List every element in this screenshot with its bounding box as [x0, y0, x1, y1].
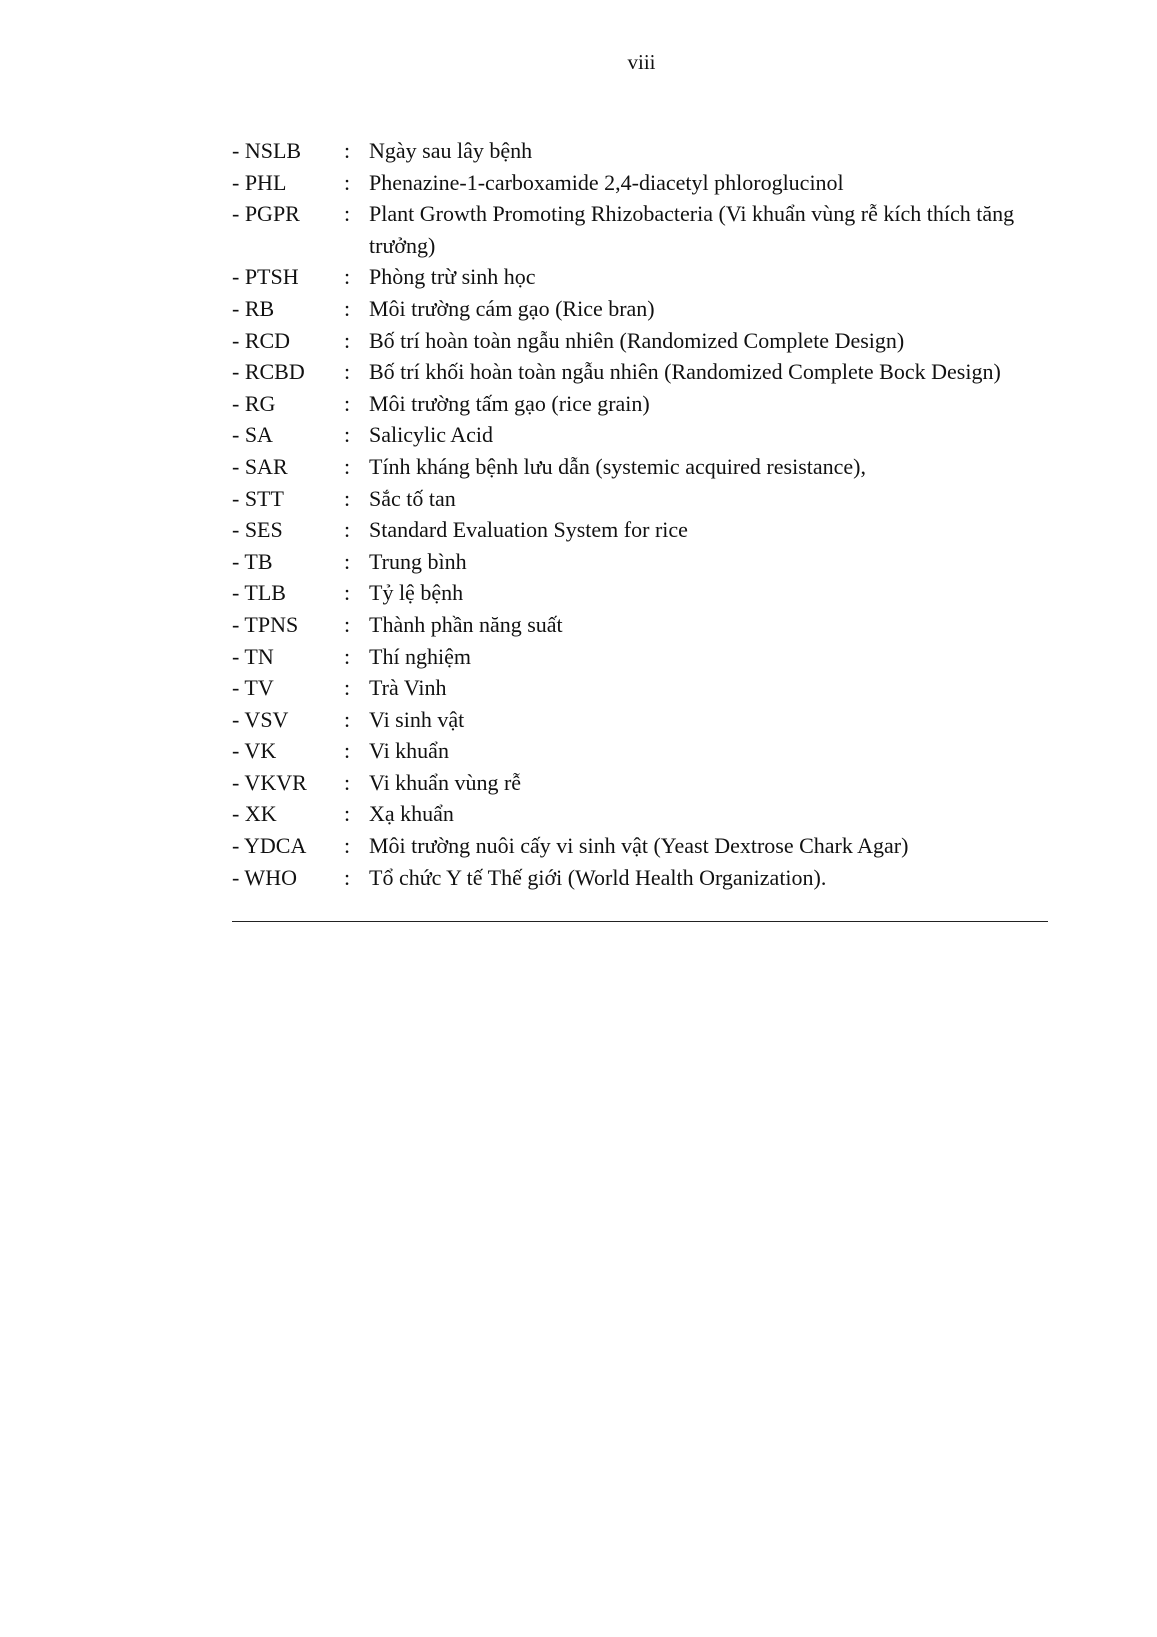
- separator-colon: :: [344, 580, 351, 606]
- abbreviation-term: - TN: [232, 643, 274, 669]
- separator-colon: :: [344, 453, 351, 479]
- abbreviation-term: - RCD: [232, 327, 291, 353]
- abbreviation-term: - XK: [232, 801, 277, 827]
- abbreviation-term: - TLB: [232, 580, 286, 606]
- abbreviation-row: [232, 293, 1048, 325]
- separator-colon: :: [344, 675, 351, 701]
- abbreviation-term: - PTSH: [232, 264, 299, 290]
- abbreviation-definition: Phòng trừ sinh học: [369, 264, 536, 290]
- abbreviation-row: [232, 483, 1048, 515]
- abbreviation-definition: Thí nghiệm: [369, 643, 472, 669]
- abbreviation-row: [232, 167, 1048, 199]
- separator-colon: :: [344, 169, 351, 195]
- abbreviation-definition: Môi trường tấm gạo (rice grain): [369, 390, 650, 416]
- abbreviation-term: - VK: [232, 738, 277, 764]
- separator-colon: :: [344, 138, 351, 163]
- abbreviation-definition: Vi sinh vật: [369, 706, 465, 732]
- abbreviation-definition: Môi trường nuôi cấy vi sinh vật (Yeast Dextrose Chark Agar): [369, 833, 909, 859]
- abbreviation-row: [232, 577, 1048, 609]
- abbreviation-row: [232, 388, 1048, 420]
- abbreviation-row: [232, 830, 1048, 862]
- abbreviation-term: - SES: [232, 517, 283, 543]
- abbreviation-row: [232, 609, 1048, 641]
- abbreviation-row: [232, 546, 1048, 578]
- abbreviation-term: - WHO: [232, 864, 297, 890]
- abbreviation-definition: Trà Vinh: [369, 675, 447, 701]
- abbreviation-definition: Vi khuẩn: [369, 738, 449, 764]
- abbreviation-row: [232, 419, 1048, 451]
- abbreviation-definition: Trung bình: [369, 548, 467, 574]
- abbreviation-term: - VSV: [232, 706, 289, 732]
- abbreviation-term: - PGPR: [232, 201, 300, 227]
- separator-colon: :: [344, 359, 351, 385]
- abbreviation-term: - RB: [232, 295, 275, 321]
- abbreviation-term: - TB: [232, 548, 273, 574]
- abbreviation-definition: Salicylic Acid: [369, 422, 494, 448]
- abbreviation-row: [232, 704, 1048, 736]
- separator-colon: :: [344, 485, 351, 511]
- abbreviation-definition: Tỷ lệ bệnh: [369, 580, 464, 606]
- separator-colon: :: [344, 390, 351, 416]
- abbreviation-row: [232, 451, 1048, 483]
- separator-colon: :: [344, 801, 351, 827]
- abbreviation-row: [232, 356, 1048, 388]
- abbreviation-row: [232, 261, 1048, 293]
- abbreviation-term: - PHL: [232, 169, 287, 195]
- abbreviation-term: - RCBD: [232, 359, 305, 385]
- abbreviation-definition: Tính kháng bệnh lưu dẫn (systemic acquired resistance),: [369, 453, 866, 479]
- abbreviation-term: - SAR: [232, 453, 288, 479]
- separator-colon: :: [344, 295, 351, 321]
- separator-colon: :: [344, 548, 351, 574]
- separator-colon: :: [344, 264, 351, 290]
- abbreviation-definition: Vi khuẩn vùng rễ: [369, 769, 522, 795]
- abbreviation-term: - RG: [232, 390, 276, 416]
- separator-colon: :: [344, 738, 351, 764]
- separator-colon: :: [344, 769, 351, 795]
- abbreviation-term: - YDCA: [232, 833, 307, 859]
- abbreviation-definition: Bố trí hoàn toàn ngẫu nhiên (Randomized Complete Design): [369, 327, 905, 353]
- abbreviation-definition: Thành phần năng suất: [369, 611, 563, 637]
- abbreviation-row: [232, 325, 1048, 357]
- abbreviation-row: [232, 735, 1048, 767]
- separator-colon: :: [344, 706, 351, 732]
- abbreviation-row: [232, 798, 1048, 830]
- abbreviation-definition: Xạ khuẩn: [369, 801, 454, 827]
- abbreviation-definition: Sắc tố tan: [369, 485, 456, 511]
- abbreviation-row: [232, 135, 1048, 167]
- separator-colon: :: [344, 833, 351, 859]
- abbreviation-term: - TV: [232, 675, 274, 701]
- table-bottom-rule: [232, 921, 1048, 922]
- abbreviation-definition: Plant Growth Promoting Rhizobacteria (Vi khuẩn vùng rễ kích thích tăng trưởng): [369, 201, 1015, 258]
- separator-colon: :: [344, 517, 351, 543]
- abbreviation-term: - SA: [232, 422, 273, 448]
- abbreviation-definition: Ngày sau lây bệnh: [369, 138, 533, 163]
- separator-colon: :: [344, 422, 351, 448]
- abbreviation-definition: Tổ chức Y tế Thế giới (World Health Organization).: [369, 864, 827, 890]
- abbreviation-row: [232, 767, 1048, 799]
- abbreviation-row: [232, 514, 1048, 546]
- abbreviation-list: [232, 135, 1048, 893]
- abbreviation-definition: Bố trí khối hoàn toàn ngẫu nhiên (Randomized Complete Bock Design): [369, 359, 1001, 385]
- abbreviation-definition: Standard Evaluation System for rice: [369, 517, 688, 543]
- page-number: viii: [627, 50, 656, 74]
- separator-colon: :: [344, 643, 351, 669]
- abbreviation-row: [232, 862, 1048, 894]
- abbreviation-row: [232, 198, 1048, 261]
- abbreviation-definition: Phenazine-1-carboxamide 2,4-diacetyl phloroglucinol: [369, 169, 844, 195]
- separator-colon: :: [344, 201, 351, 227]
- abbreviation-term: - NSLB: [232, 138, 302, 163]
- abbreviation-row: [232, 672, 1048, 704]
- separator-colon: :: [344, 611, 351, 637]
- abbreviation-definition: Môi trường cám gạo (Rice bran): [369, 295, 655, 321]
- abbreviation-row: [232, 641, 1048, 673]
- abbreviation-term: - TPNS: [232, 611, 299, 637]
- separator-colon: :: [344, 327, 351, 353]
- abbreviation-term: - STT: [232, 485, 284, 511]
- separator-colon: :: [344, 864, 351, 890]
- abbreviation-term: - VKVR: [232, 769, 307, 795]
